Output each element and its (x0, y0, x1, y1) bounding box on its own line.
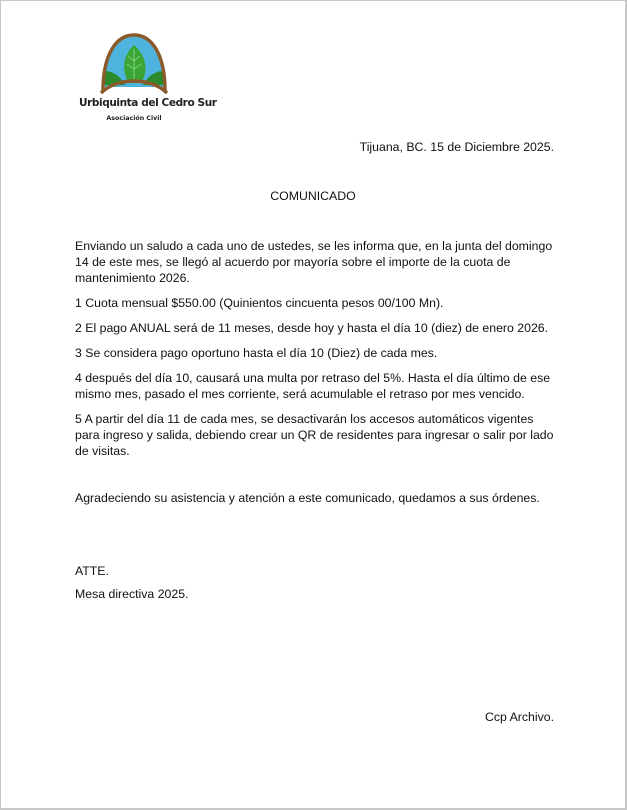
ccp-line: Ccp Archivo. (484, 710, 554, 724)
point-item: 4 después del día 10, causará una multa por retraso del 5%. Hasta el día último de ese mismo mes, pasado el mes corriente, será acumulable el retraso por mes vencido. (75, 371, 551, 401)
closing-paragraph: Agradeciendo su asistencia y atención a este comunicado, quedamos a sus órdenes. (75, 491, 540, 505)
document-title: COMUNICADO (270, 189, 356, 203)
signature-line: Mesa directiva 2025. (75, 587, 189, 601)
point-item: 1 Cuota mensual $550.00 (Quinientos cincuenta pesos 00/100 Mn). (75, 296, 444, 310)
leaf-arch-emblem-icon (99, 31, 169, 97)
association-logo (79, 31, 217, 126)
atte-line: ATTE. (75, 564, 109, 578)
logo-name: Urbiquinta del Cedro Sur (79, 97, 217, 109)
point-item: 2 El pago ANUAL será de 11 meses, desde hoy y hasta el día 10 (diez) de enero 2026. (75, 321, 549, 335)
letter-body (75, 238, 555, 468)
intro-paragraph: Enviando un saludo a cada uno de ustedes, se les informa que, en la junta del domingo 14 de este mes, se llegó al acuerdo por mayoría sobre el importe de la cuota de mantenimiento 2026. (75, 239, 553, 285)
point-item: 5 A partir del día 11 de cada mes, se desactivarán los accesos automáticos vigentes para ingreso y salida, debiendo crear un QR de residentes para ingresar o salir por lado de visitas. (75, 412, 554, 458)
point-item: 3 Se considera pago oportuno hasta el día 10 (Diez) de cada mes. (75, 346, 438, 360)
logo-subtitle: Asociación Civil (106, 115, 162, 122)
date-line: Tijuana, BC. 15 de Diciembre 2025. (359, 140, 554, 154)
